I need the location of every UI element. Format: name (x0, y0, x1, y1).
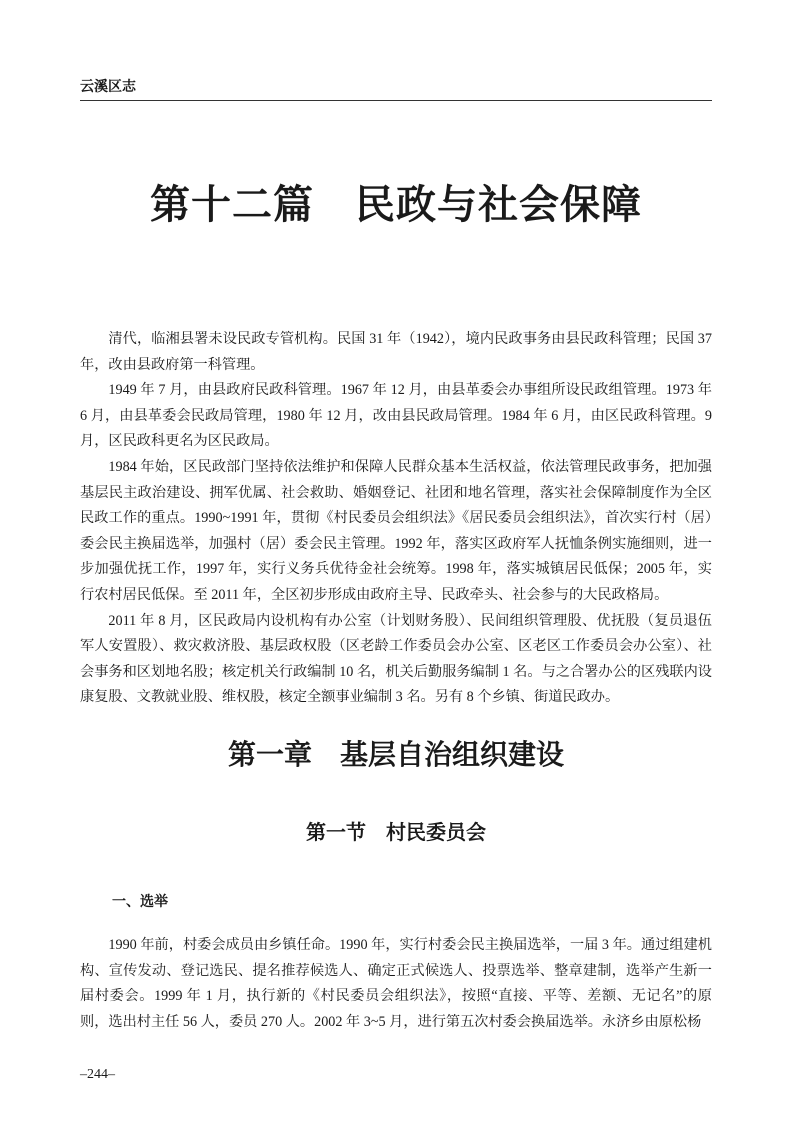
paragraph: 清代，临湘县署未设民政专管机构。民国 31 年（1942），境内民政事务由县民政科管理；民国 37 年，改由县政府第一科管理。 (80, 331, 712, 373)
header-rule (80, 100, 712, 101)
paragraph: 1984 年始，区民政部门坚持依法维护和保障人民群众基本生活权益，依法管理民政事务，把加强基层民主政治建设、拥军优属、社会救助、婚姻登记、社团和地名管理，落实社会保障制度作为全区民政工作的重点。1990~1991 年，贯彻《村民委员会组织法》《居民委员会组织法》，首次实行村（居）委会民主换届选举，加强村（居）委会民主管理。1992 年，落实区政府军人抚恤条例实施细则，进一步加强优抚工作，1997 年，实行义务兵优待金社会统筹。1998 年，落实城镇居民低保；2005 年，实行农村居民低保。至 2011 年，全区初步形成由政府主导、民政牵头、社会参与的大民政格局。 (80, 458, 712, 603)
chapter-title: 第一章 基层自治组织建设 (227, 739, 564, 771)
paragraph: 1949 年 7 月，由县政府民政科管理。1967 年 12 月，由县革委会办事组所设民政组管理。1973 年 6 月，由县革委会民政局管理，1980 年 12 月，改由县民政局管理。1984 年 6 月，由区民政科管理。9 月，区民政科更名为区民政局。 (80, 382, 712, 450)
section-text (80, 933, 712, 1035)
page (80, 0, 712, 1105)
paragraph: 2011 年 8 月，区民政局内设机构有办公室（计划财务股）、民间组织管理股、优抚股（复员退伍军人安置股）、救灾救济股、基层政权股（区老龄工作委员会办公室、区老区工作委员会办公室）、社会事务和区划地名股；核定机关行政编制 10 名，机关后勤服务编制 1 名。与之合署办公的区残联内设康复股、文教就业股、维权股，核定全额事业编制 3 名。另有 8 个乡镇、街道民政办。 (80, 612, 712, 706)
intro-text (80, 327, 712, 711)
subsection-title: 一、选举 (112, 892, 168, 909)
paragraph: 1990 年前，村委会成员由乡镇任命。1990 年，实行村委会民主换届选举，一届 3 年。通过组建机构、宣传发动、登记选民、提名推荐候选人、确定正式候选人、投票选举、整章建制，选举产生新一届村委会。1999 年 1 月，执行新的《村民委员会组织法》，按照“直接、平等、差额、无记名”的原则，选出村主任 56 人，委员 270 人。2002 年 3~5 月，进行第五次村委会换届选举。永济乡由原松杨 (80, 936, 712, 1030)
section-title: 第一节 村民委员会 (306, 821, 486, 844)
page-number: –244– (80, 1067, 115, 1083)
running-header: 云溪区志 (80, 78, 136, 94)
part-title: 第十二篇 民政与社会保障 (150, 182, 642, 227)
